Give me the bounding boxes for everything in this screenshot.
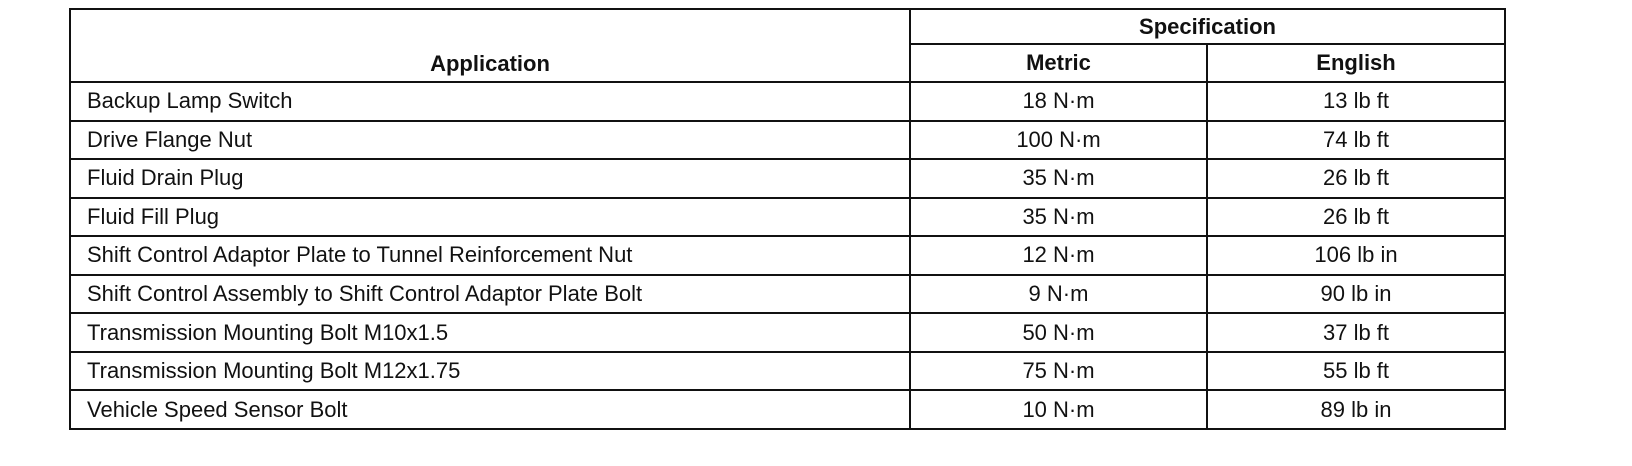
english-value-cell: 37 lb ft xyxy=(1207,313,1505,352)
table-header xyxy=(70,9,1505,82)
table-row xyxy=(70,236,1505,275)
english-value-cell: 55 lb ft xyxy=(1207,352,1505,391)
application-cell: Fluid Drain Plug xyxy=(70,159,910,198)
table-row xyxy=(70,159,1505,198)
torque-specification-table xyxy=(69,8,1506,430)
specification-column-header: Specification xyxy=(910,9,1505,44)
metric-value-cell: 50 N·m xyxy=(910,313,1207,352)
english-value-cell: 106 lb in xyxy=(1207,236,1505,275)
application-cell: Transmission Mounting Bolt M12x1.75 xyxy=(70,352,910,391)
metric-value-cell: 100 N·m xyxy=(910,121,1207,160)
application-cell: Backup Lamp Switch xyxy=(70,82,910,121)
english-value-cell: 90 lb in xyxy=(1207,275,1505,314)
english-value-cell: 13 lb ft xyxy=(1207,82,1505,121)
table-row xyxy=(70,352,1505,391)
application-column-header: Application xyxy=(70,9,910,82)
table-row xyxy=(70,198,1505,237)
application-cell: Drive Flange Nut xyxy=(70,121,910,160)
english-column-header: English xyxy=(1207,44,1505,82)
table-body xyxy=(70,82,1505,429)
metric-value-cell: 10 N·m xyxy=(910,390,1207,429)
english-value-cell: 74 lb ft xyxy=(1207,121,1505,160)
english-value-cell: 26 lb ft xyxy=(1207,198,1505,237)
table-row xyxy=(70,390,1505,429)
metric-value-cell: 18 N·m xyxy=(910,82,1207,121)
application-cell: Vehicle Speed Sensor Bolt xyxy=(70,390,910,429)
metric-column-header: Metric xyxy=(910,44,1207,82)
application-cell: Fluid Fill Plug xyxy=(70,198,910,237)
metric-value-cell: 35 N·m xyxy=(910,159,1207,198)
header-row-top xyxy=(70,9,1505,44)
table-row xyxy=(70,313,1505,352)
metric-value-cell: 9 N·m xyxy=(910,275,1207,314)
english-value-cell: 26 lb ft xyxy=(1207,159,1505,198)
application-cell: Shift Control Adaptor Plate to Tunnel Reinforcement Nut xyxy=(70,236,910,275)
english-value-cell: 89 lb in xyxy=(1207,390,1505,429)
metric-value-cell: 12 N·m xyxy=(910,236,1207,275)
table-row xyxy=(70,121,1505,160)
metric-value-cell: 75 N·m xyxy=(910,352,1207,391)
table-row xyxy=(70,275,1505,314)
table-row xyxy=(70,82,1505,121)
application-cell: Shift Control Assembly to Shift Control Adaptor Plate Bolt xyxy=(70,275,910,314)
metric-value-cell: 35 N·m xyxy=(910,198,1207,237)
application-cell: Transmission Mounting Bolt M10x1.5 xyxy=(70,313,910,352)
